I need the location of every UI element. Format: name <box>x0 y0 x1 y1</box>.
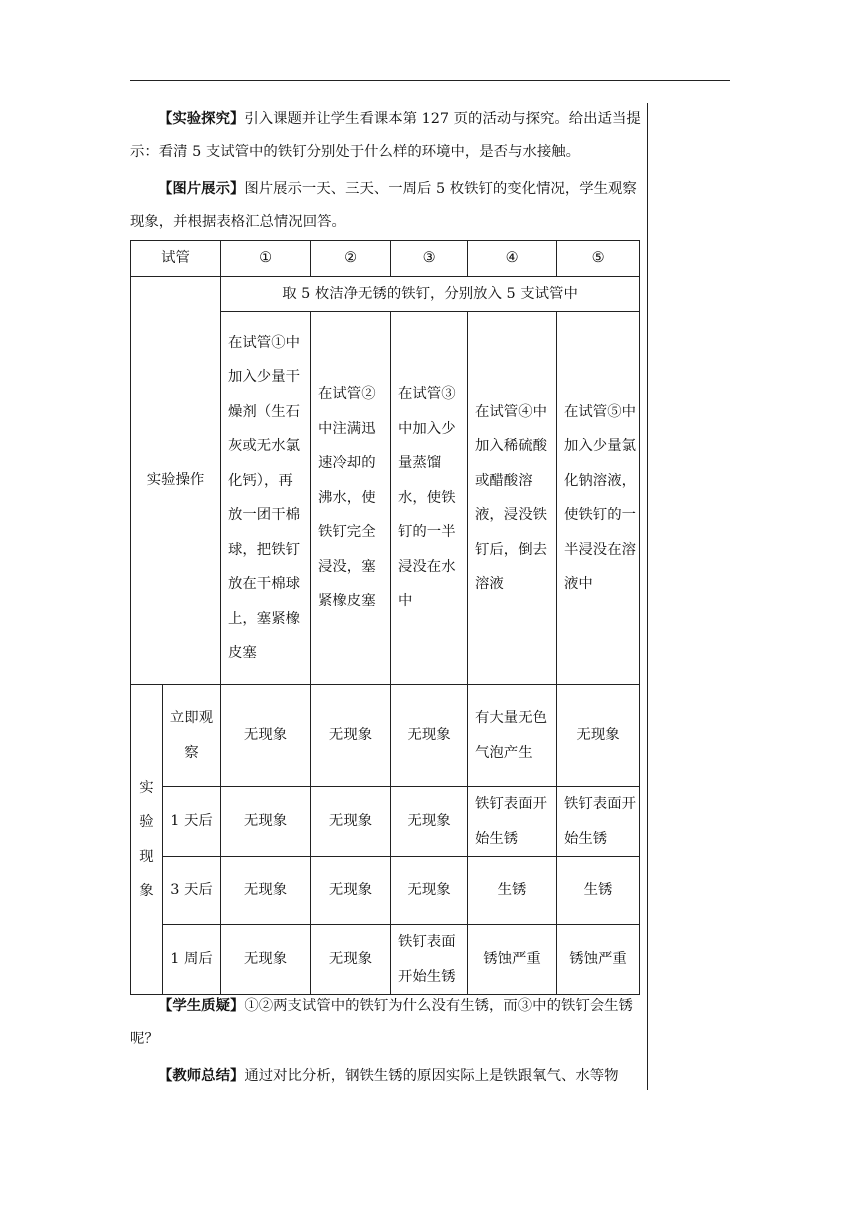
intro-paragraph <box>130 103 644 169</box>
header-rule <box>130 80 730 81</box>
summary-paragraph <box>130 1060 644 1093</box>
result-cell: 无现象 <box>311 787 391 857</box>
header-cell: ① <box>221 241 311 277</box>
operation-label: 实验操作 <box>131 276 221 685</box>
time-cell: 立即观察 <box>163 685 221 787</box>
result-cell: 无现象 <box>221 685 311 787</box>
table-header-row <box>131 241 640 277</box>
result-cell: 有大量无色气泡产生 <box>468 685 557 787</box>
header-cell: 试管 <box>131 241 221 277</box>
result-cell: 铁钉表面开始生锈 <box>557 787 640 857</box>
result-cell: 生锈 <box>557 857 640 925</box>
header-cell: ④ <box>468 241 557 277</box>
result-cell: 无现象 <box>391 685 468 787</box>
intro-tag: 【实验探究】 <box>158 111 245 127</box>
result-cell: 无现象 <box>221 925 311 995</box>
pictures-tag: 【图片展示】 <box>158 181 245 197</box>
operation-cell: 在试管④中加入稀硫酸或醋酸溶液，浸没铁钉后，倒去溶液 <box>468 312 557 685</box>
result-cell: 铁钉表面开始生锈 <box>391 925 468 995</box>
table-row <box>131 276 640 312</box>
header-cell: ② <box>311 241 391 277</box>
table-row <box>131 685 640 787</box>
summary-tag: 【教师总结】 <box>158 1068 245 1084</box>
table-row <box>131 925 640 995</box>
question-text: ①②两支试管中的铁钉为什么没有生锈，而③中的铁钉会生锈呢？ <box>130 998 633 1047</box>
result-cell: 锈蚀严重 <box>557 925 640 995</box>
experiment-table <box>130 240 640 995</box>
phenomenon-label-text: 实验现象 <box>139 779 154 899</box>
time-cell: 3 天后 <box>163 857 221 925</box>
intro-text: 引入课题并让学生看课本第 127 页的活动与探究。给出适当提示：看清 5 支试管中的铁钉分别处于什么样的环境中，是否与水接触。 <box>130 111 641 160</box>
result-cell: 无现象 <box>221 857 311 925</box>
phenomenon-label <box>131 685 163 995</box>
header-cell: ③ <box>391 241 468 277</box>
result-cell: 无现象 <box>391 857 468 925</box>
result-cell: 锈蚀严重 <box>468 925 557 995</box>
operation-cell: 在试管①中加入少量干燥剂（生石灰或无水氯化钙），再放一团干棉球，把铁钉放在干棉球上，塞紧橡皮塞 <box>221 312 311 685</box>
table-row <box>131 787 640 857</box>
pictures-text: 图片展示一天、三天、一周后 5 枚铁钉的变化情况，学生观察现象，并根据表格汇总情况回答。 <box>130 181 637 230</box>
result-cell: 无现象 <box>311 685 391 787</box>
right-margin-rule <box>647 103 648 1090</box>
pictures-paragraph <box>130 173 644 239</box>
question-tag: 【学生质疑】 <box>158 998 245 1014</box>
result-cell: 无现象 <box>221 787 311 857</box>
result-cell: 生锈 <box>468 857 557 925</box>
time-cell: 1 天后 <box>163 787 221 857</box>
time-cell: 1 周后 <box>163 925 221 995</box>
header-cell: ⑤ <box>557 241 640 277</box>
operation-cell: 在试管⑤中加入少量氯化钠溶液，使铁钉的一半浸没在溶液中 <box>557 312 640 685</box>
operation-cell: 在试管③中加入少量蒸馏水，使铁钉的一半浸没在水中 <box>391 312 468 685</box>
result-cell: 无现象 <box>311 857 391 925</box>
result-cell: 无现象 <box>311 925 391 995</box>
table-row <box>131 857 640 925</box>
operation-cell: 在试管②中注满迅速冷却的沸水，使铁钉完全浸没，塞紧橡皮塞 <box>311 312 391 685</box>
question-paragraph <box>130 990 644 1056</box>
summary-text: 通过对比分析，钢铁生锈的原因实际上是铁跟氧气、水等物 <box>244 1068 619 1084</box>
result-cell: 无现象 <box>391 787 468 857</box>
operation-common: 取 5 枚洁净无锈的铁钉，分别放入 5 支试管中 <box>221 276 640 312</box>
result-cell: 铁钉表面开始生锈 <box>468 787 557 857</box>
result-cell: 无现象 <box>557 685 640 787</box>
